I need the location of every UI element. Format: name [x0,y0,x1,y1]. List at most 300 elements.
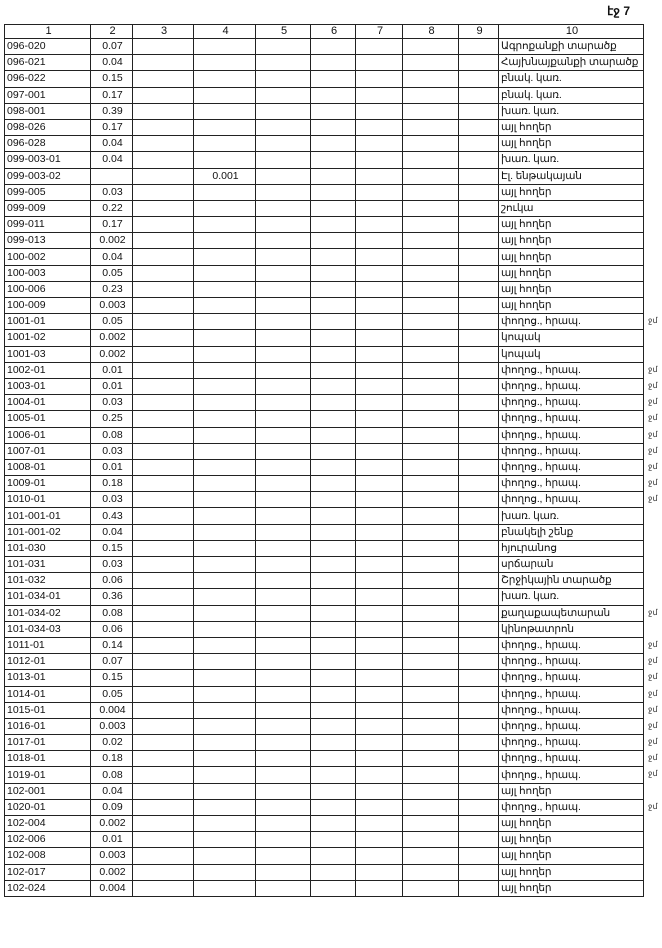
empty-cell [256,152,311,168]
empty-cell [256,832,311,848]
description-cell: այլ հողեր [499,298,644,314]
empty-cell [459,605,499,621]
description-cell: այլ հողեր [499,249,644,265]
description-cell: փողոց., հրապ. [499,654,644,670]
empty-cell [403,265,459,281]
margin-mark [648,297,662,313]
column-4-cell [194,767,256,783]
description-cell: Էլ. ենթակայան [499,168,644,184]
empty-cell [311,55,356,71]
empty-cell [311,735,356,751]
empty-cell [459,298,499,314]
empty-cell [403,103,459,119]
empty-cell [403,492,459,508]
parcel-code-cell: 1002-01 [5,362,91,378]
description-cell: այլ հողեր [499,848,644,864]
empty-cell [459,55,499,71]
empty-cell [459,654,499,670]
parcel-code-cell: 1019-01 [5,767,91,783]
empty-cell [133,265,194,281]
parcel-code-cell: 1003-01 [5,378,91,394]
area-cell: 0.004 [91,880,133,896]
empty-cell [133,524,194,540]
column-header-row [5,25,644,39]
empty-cell [356,654,403,670]
column-4-cell [194,443,256,459]
empty-cell [403,346,459,362]
empty-cell [256,735,311,751]
empty-cell [356,55,403,71]
column-header-1: 1 [5,25,91,39]
empty-cell [311,589,356,605]
empty-cell [403,751,459,767]
empty-cell [356,573,403,589]
parcel-code-cell: 100-006 [5,281,91,297]
table-row [5,362,644,378]
table-row [5,492,644,508]
empty-cell [403,816,459,832]
table-row [5,136,644,152]
area-cell: 0.04 [91,524,133,540]
empty-cell [133,783,194,799]
empty-cell [356,589,403,605]
description-cell: փողոց., հրապ. [499,799,644,815]
area-cell: 0.15 [91,540,133,556]
description-cell: բնակելի շենք [499,524,644,540]
empty-cell [403,378,459,394]
empty-cell [133,55,194,71]
area-cell: 0.03 [91,443,133,459]
empty-cell [356,71,403,87]
empty-cell [403,330,459,346]
column-header-10: 10 [499,25,644,39]
margin-mark [648,281,662,297]
parcel-code-cell: 1009-01 [5,476,91,492]
empty-cell [459,71,499,87]
column-4-cell [194,621,256,637]
area-cell: 0.002 [91,816,133,832]
table-row [5,864,644,880]
empty-cell [403,637,459,653]
table-row [5,767,644,783]
column-4-cell [194,136,256,152]
table-row [5,314,644,330]
margin-mark [648,880,662,896]
empty-cell [256,524,311,540]
margin-notes [648,38,662,896]
empty-cell [356,314,403,330]
area-cell: 0.23 [91,281,133,297]
empty-cell [311,427,356,443]
description-cell: Շրջիկային տարածք [499,573,644,589]
description-cell: կոպակ [499,346,644,362]
parcel-code-cell: 100-002 [5,249,91,265]
area-cell: 0.04 [91,152,133,168]
margin-mark [648,329,662,345]
column-4-cell [194,314,256,330]
area-cell: 0.14 [91,637,133,653]
table-row [5,103,644,119]
parcel-code-cell: 101-001-01 [5,508,91,524]
table-row [5,718,644,734]
empty-cell [403,605,459,621]
empty-cell [356,718,403,734]
empty-cell [403,783,459,799]
description-cell: խառ. կառ. [499,589,644,605]
empty-cell [133,395,194,411]
margin-mark [648,524,662,540]
description-cell: այլ հողեր [499,233,644,249]
empty-cell [133,427,194,443]
description-cell: այլ հողեր [499,119,644,135]
page-number-label: էջ 7 [607,4,630,18]
area-cell: 0.03 [91,184,133,200]
column-4-cell [194,670,256,686]
column-4-cell [194,39,256,55]
description-cell: փողոց., հրապ. [499,702,644,718]
empty-cell [256,459,311,475]
description-cell: փողոց., հրապ. [499,735,644,751]
empty-cell [133,621,194,637]
table-row [5,670,644,686]
table-row [5,848,644,864]
area-cell: 0.06 [91,621,133,637]
empty-cell [356,751,403,767]
column-header-2: 2 [91,25,133,39]
empty-cell [311,557,356,573]
empty-cell [133,168,194,184]
area-cell: 0.02 [91,735,133,751]
column-4-cell [194,605,256,621]
empty-cell [256,637,311,653]
description-cell: փողոց., հրապ. [499,362,644,378]
table-row [5,783,644,799]
description-cell: խառ. կառ. [499,103,644,119]
area-cell: 0.05 [91,686,133,702]
table-row [5,605,644,621]
empty-cell [256,702,311,718]
table-row [5,152,644,168]
parcel-code-cell: 101-001-02 [5,524,91,540]
column-4-cell [194,184,256,200]
description-cell: փողոց., հրապ. [499,459,644,475]
table-row [5,298,644,314]
area-cell: 0.08 [91,427,133,443]
description-cell: քաղաքապետարան [499,605,644,621]
empty-cell [311,217,356,233]
empty-cell [311,508,356,524]
empty-cell [459,637,499,653]
description-cell: փողոց., հրապ. [499,427,644,443]
margin-mark [648,216,662,232]
table-row [5,832,644,848]
margin-mark: ջմ [648,445,658,455]
parcel-code-cell: 101-034-01 [5,589,91,605]
empty-cell [133,136,194,152]
empty-cell [311,880,356,896]
empty-cell [403,119,459,135]
empty-cell [403,395,459,411]
empty-cell [459,799,499,815]
margin-mark: ջմ [648,413,658,423]
column-4-cell [194,200,256,216]
empty-cell [459,864,499,880]
empty-cell [459,751,499,767]
empty-cell [256,880,311,896]
parcel-code-cell: 100-003 [5,265,91,281]
table-row [5,39,644,55]
empty-cell [256,799,311,815]
column-4-cell [194,832,256,848]
empty-cell [311,637,356,653]
empty-cell [403,540,459,556]
margin-mark: ջմ [648,380,658,390]
empty-cell [356,249,403,265]
empty-cell [311,168,356,184]
empty-cell [256,184,311,200]
margin-mark: ջմ [648,753,658,763]
parcel-code-cell: 101-031 [5,557,91,573]
empty-cell [459,119,499,135]
column-4-cell [194,783,256,799]
empty-cell [403,767,459,783]
empty-cell [311,87,356,103]
column-4-cell [194,378,256,394]
empty-cell [459,443,499,459]
empty-cell [256,492,311,508]
empty-cell [356,136,403,152]
empty-cell [311,540,356,556]
empty-cell [403,524,459,540]
empty-cell [256,39,311,55]
empty-cell [459,217,499,233]
empty-cell [356,524,403,540]
empty-cell [403,686,459,702]
empty-cell [256,848,311,864]
empty-cell [256,605,311,621]
parcel-code-cell: 101-032 [5,573,91,589]
table-row [5,411,644,427]
table-row [5,330,644,346]
parcel-code-cell: 1018-01 [5,751,91,767]
empty-cell [356,346,403,362]
empty-cell [459,670,499,686]
empty-cell [133,767,194,783]
empty-cell [459,152,499,168]
empty-cell [133,476,194,492]
area-cell: 0.22 [91,200,133,216]
description-cell: բնակ. կառ. [499,87,644,103]
margin-mark [648,588,662,604]
margin-mark [648,507,662,523]
empty-cell [256,136,311,152]
empty-cell [256,573,311,589]
description-cell: այլ հողեր [499,864,644,880]
empty-cell [256,589,311,605]
empty-cell [133,735,194,751]
empty-cell [459,265,499,281]
column-4-cell [194,346,256,362]
table-body [5,39,644,897]
empty-cell [311,233,356,249]
description-cell: փողոց., հրապ. [499,718,644,734]
empty-cell [256,362,311,378]
empty-cell [356,816,403,832]
parcel-code-cell: 099-005 [5,184,91,200]
parcel-code-cell: 096-020 [5,39,91,55]
table-row [5,184,644,200]
parcel-code-cell: 1012-01 [5,654,91,670]
parcel-code-cell: 1001-01 [5,314,91,330]
margin-mark: ջմ [648,397,658,407]
parcel-code-cell: 099-011 [5,217,91,233]
empty-cell [459,508,499,524]
empty-cell [133,751,194,767]
empty-cell [459,395,499,411]
empty-cell [133,184,194,200]
empty-cell [133,411,194,427]
description-cell: այլ հողեր [499,184,644,200]
empty-cell [459,87,499,103]
parcel-code-cell: 100-009 [5,298,91,314]
empty-cell [403,168,459,184]
empty-cell [459,281,499,297]
empty-cell [356,281,403,297]
column-4-cell [194,217,256,233]
description-cell: փողոց., հրապ. [499,751,644,767]
empty-cell [256,281,311,297]
empty-cell [403,55,459,71]
column-header-4: 4 [194,25,256,39]
empty-cell [356,378,403,394]
parcel-code-cell: 102-004 [5,816,91,832]
empty-cell [459,702,499,718]
empty-cell [311,605,356,621]
empty-cell [403,848,459,864]
table-row [5,378,644,394]
empty-cell [133,637,194,653]
parcel-code-cell: 1014-01 [5,686,91,702]
parcel-code-cell: 1007-01 [5,443,91,459]
description-cell: փողոց., հրապ. [499,670,644,686]
table-row [5,346,644,362]
empty-cell [311,767,356,783]
margin-mark: ջմ [648,688,658,698]
empty-cell [459,411,499,427]
empty-cell [133,298,194,314]
empty-cell [403,832,459,848]
empty-cell [133,249,194,265]
empty-cell [256,314,311,330]
parcel-code-cell: 099-003-02 [5,168,91,184]
empty-cell [133,71,194,87]
empty-cell [403,459,459,475]
empty-cell [133,459,194,475]
empty-cell [459,378,499,394]
empty-cell [356,686,403,702]
margin-mark [648,184,662,200]
empty-cell [311,362,356,378]
empty-cell [403,718,459,734]
column-header-7: 7 [356,25,403,39]
margin-mark [648,38,662,54]
empty-cell [133,670,194,686]
area-cell: 0.01 [91,459,133,475]
empty-cell [133,103,194,119]
empty-cell [133,200,194,216]
empty-cell [133,217,194,233]
empty-cell [133,880,194,896]
empty-cell [133,702,194,718]
empty-cell [311,718,356,734]
empty-cell [311,799,356,815]
empty-cell [133,233,194,249]
margin-mark [648,54,662,70]
margin-mark: ջմ [648,461,658,471]
area-cell: 0.01 [91,832,133,848]
table-row [5,395,644,411]
area-cell: 0.04 [91,55,133,71]
description-cell: բնակ. կառ. [499,71,644,87]
margin-mark [648,815,662,831]
empty-cell [356,702,403,718]
column-4-cell [194,362,256,378]
empty-cell [459,492,499,508]
area-cell: 0.003 [91,298,133,314]
column-4-cell [194,848,256,864]
empty-cell [403,71,459,87]
column-4-cell [194,152,256,168]
empty-cell [459,735,499,751]
empty-cell [133,816,194,832]
margin-mark [648,864,662,880]
empty-cell [356,605,403,621]
margin-mark [648,540,662,556]
column-4-cell [194,55,256,71]
table-row [5,880,644,896]
area-cell: 0.08 [91,605,133,621]
margin-mark [648,556,662,572]
table-row [5,816,644,832]
parcel-code-cell: 1004-01 [5,395,91,411]
empty-cell [459,459,499,475]
empty-cell [459,524,499,540]
empty-cell [311,816,356,832]
area-cell: 0.002 [91,233,133,249]
table-row [5,119,644,135]
parcel-code-cell: 097-001 [5,87,91,103]
empty-cell [311,152,356,168]
empty-cell [256,200,311,216]
empty-cell [256,686,311,702]
empty-cell [403,184,459,200]
area-cell: 0.04 [91,783,133,799]
area-cell: 0.03 [91,557,133,573]
empty-cell [256,427,311,443]
empty-cell [256,411,311,427]
table-row [5,557,644,573]
empty-cell [311,119,356,135]
column-4-cell [194,654,256,670]
description-cell: այլ հողեր [499,832,644,848]
area-cell: 0.17 [91,217,133,233]
empty-cell [311,492,356,508]
parcel-code-cell: 101-034-02 [5,605,91,621]
table-row [5,168,644,184]
column-4-cell [194,557,256,573]
empty-cell [133,281,194,297]
column-4-cell [194,637,256,653]
